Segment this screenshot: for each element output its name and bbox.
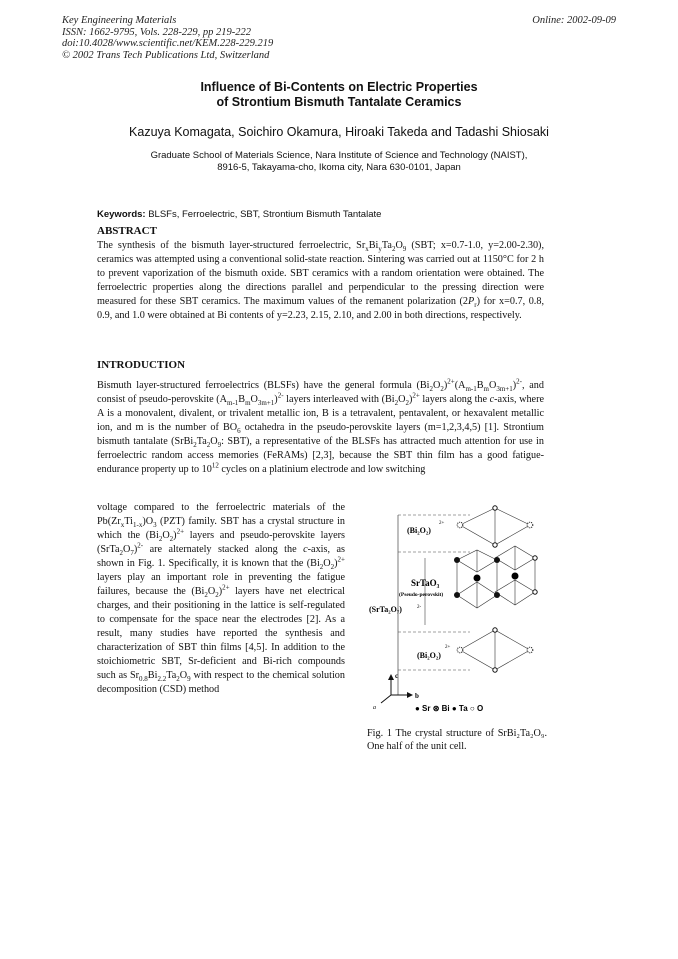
o-atom (533, 556, 537, 560)
label-pseudo: (Pseudo-perovskit) (399, 592, 444, 598)
crystal-axes (381, 678, 409, 703)
o-atom (533, 590, 537, 594)
label-b: b (415, 692, 419, 700)
title-line-1: Influence of Bi-Contents on Electric Properties (200, 80, 478, 94)
keywords (97, 209, 381, 220)
introduction-text-column: voltage compared to the ferroelectric materials of the $Pb(Zr_xTi_{1-x})O_3$ (PZT) family. SBT has a crystal structure in which the $(Bi_2O_2)^{2+}$ layers and pseudo-perovskite layers $(SrTa_2O_7)^{2-}$ are alternately stacked along the c-axis, as shown in Fig. 1. Specifically, it is known that the $(Bi_2O_2)^{2+}$ layers play an important role in preventing the fatigue failures, because the $(Bi_2O_2)^{2+}$ layers have net electrical charges, and their positioning in the lattice is self-regulated to compensate for the space near the electrodes [2]. As a result, many studies have reported the synthesis and characterization of SBT thin films [4,5]. In addition to the stoichiometric SBT, Sr-deficient and Bi-rich compounds such as $Sr_{0.8}Bi_{2.2}Ta_2O_9$ with respect to the chemical solution decomposition (CSD) method (97, 502, 345, 695)
charge-top: 2+ (439, 521, 445, 526)
octahedron-a2 (495, 546, 535, 570)
a-axis (381, 695, 391, 703)
lattice-edges (457, 558, 535, 595)
authors: Kazuya Komagata, Soichiro Okamura, Hiroaki Takeda and Tadashi Shiosaki (129, 125, 549, 139)
sr-atom (512, 573, 519, 580)
bi-atom (457, 522, 463, 528)
bi-atom (457, 647, 463, 653)
affiliation-line-2: 8916-5, Takayama-cho, Ikoma city, Nara 630-0101, Japan (217, 162, 461, 173)
affiliation-line-1: Graduate School of Materials Science, Nara Institute of Science and Technology (NAIST), (150, 150, 528, 161)
label-a: a (373, 705, 376, 711)
o-atom (493, 668, 497, 672)
octahedron-bottom (460, 630, 530, 670)
b-axis-arrow-icon (407, 692, 413, 698)
o-atom (493, 506, 497, 510)
doi-line[interactable]: doi:10.4028/www.scientific.net/KEM.228-229.219 (62, 38, 274, 49)
label-srta2o7: (SrTa₂O₇) (369, 605, 402, 614)
o-atom (493, 628, 497, 632)
sr-atom (474, 575, 481, 582)
copyright-line: © 2002 Trans Tech Publications Ltd, Switzerland (62, 49, 270, 61)
ta-atom (494, 557, 500, 563)
octahedron-a1 (457, 550, 497, 572)
abstract-text: The synthesis of the bismuth layer-structured ferroelectric, $Sr_xBi_yTa_2O_9$ (SBT; x=0.7-1.0, y=2.00-2.30), ceramics was attempted using a conventional solid-state reaction. Sintering was carried out at 1150°C for 2 h to prevent vaporization of the bismuth oxide. SBT ceramics with a random orientation were obtained. The ferroelectric properties along the directions parallel and perpendicular to the pressing direction were measured for these SBT ceramics. The maximum values of the remanent polarization $(2P_r)$ for x=0.7, 0.8, 0.9, and 1.0 were obtained at Bi contents of y=2.23, 2.15, 2.10, and 2.00 in both directions, respectively. (97, 240, 544, 321)
octahedron-b2 (495, 580, 535, 605)
charge-mid: 2- (417, 605, 422, 610)
paper-title (0, 80, 678, 110)
bi-atom (527, 522, 533, 528)
title-line-2: of Strontium Bismuth Tantalate Ceramics (216, 95, 462, 109)
octahedron-b1 (457, 582, 497, 608)
label-bi2o2-top: (Bi₂O₂) (407, 526, 431, 535)
charge-bottom: 2+ (445, 645, 451, 650)
ta-atom (454, 592, 460, 598)
o-atom (493, 543, 497, 547)
label-bi2o2-bottom: (Bi₂O₂) (417, 651, 441, 660)
c-axis-arrow-icon (388, 674, 394, 680)
introduction-heading: INTRODUCTION (97, 359, 186, 371)
crystal-structure-figure (365, 500, 550, 740)
label-srtao3: SrTaO₃ (411, 578, 440, 588)
introduction-text-full: Bismuth layer-structured ferroelectrics (BLSFs) have the general formula $(Bi_2O_2)^{2+}(A_{m-1}B_mO_{3m+1})^{2-}$, and consist of pseudo-perovskite $(A_{m-1}B_mO_{3m+1})^{2-}$ layers interleaved with $(Bi_2O_2)^{2+}$ layers along the c-axis, where A is a monovalent, divalent, or trivalent metallic ion, B is a tetravalent, pentavalent, or hexavalent metallic ion, and m is the number of $BO_6$ octahedra in the pseudo-perovskite layers (m=1,2,3,4,5) [1]. Strontium bismuth tantalate ($SrBi_2Ta_2O_9$: SBT), a representative of the BLSFs has attracted much attention for use in ferroelectric random access memories (FeRAMs) [2,3], because the SBT thin film has a good fatigue-endurance property up to $10^{12}$ cycles on a platinium electrode and low switching (97, 377, 544, 475)
ta-atom (454, 557, 460, 563)
keywords-label: Keywords: (97, 209, 146, 220)
issn-line: ISSN: 1662-9795, Vols. 228-229, pp 219-222 (62, 26, 251, 38)
online-date: Online: 2002-09-09 (532, 15, 616, 26)
figure-legend: ● Sr ⊛ Bi ● Ta ○ O (415, 704, 484, 713)
journal-header (62, 15, 273, 61)
ta-atom (494, 592, 500, 598)
keywords-text: BLSFs, Ferroelectric, SBT, Strontium Bismuth Tantalate (148, 209, 382, 220)
abstract-heading: ABSTRACT (97, 225, 157, 237)
affiliation (0, 150, 678, 174)
figure-caption: Fig. 1 The crystal structure of SrBi₂Ta₂O₉. One half of the unit cell. (367, 728, 547, 752)
journal-name: Key Engineering Materials (62, 15, 177, 26)
label-c: c (395, 672, 399, 680)
octahedron-top (460, 508, 530, 545)
bi-atom (527, 647, 533, 653)
octahedra-lattice (457, 508, 535, 670)
